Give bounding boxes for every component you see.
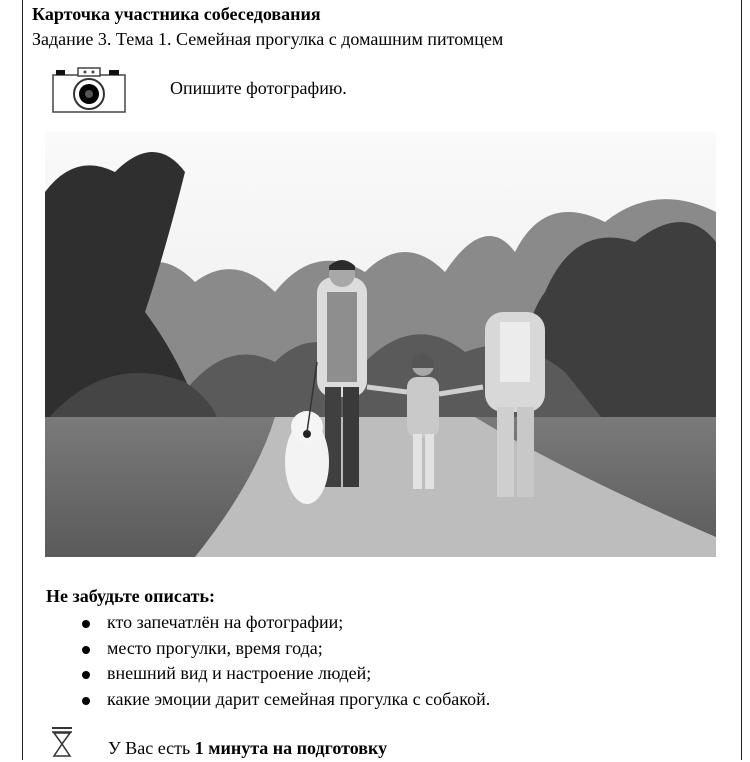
reminder-list (80, 610, 490, 712)
list-item: какие эмоции дарит семейная прогулка с собакой. (80, 687, 490, 713)
instruction-text: Опишите фотографию. (170, 78, 347, 98)
list-item: кто запечатлён на фотографии; (80, 610, 490, 636)
hourglass-icon (51, 727, 73, 757)
task-subtitle: Задание 3. Тема 1. Семейная прогулка с домашним питомцем (32, 29, 504, 49)
family-walk-photo (45, 132, 716, 557)
reminder-heading: Не забудьте описать: (46, 586, 216, 606)
list-item: место прогулки, время года; (80, 636, 490, 662)
camera-icon (52, 66, 126, 114)
list-item: внешний вид и настроение людей; (80, 661, 490, 687)
preparation-time-note: У Вас есть 1 минута на подготовку (108, 738, 388, 758)
card-title: Карточка участника собеседования (32, 4, 321, 24)
